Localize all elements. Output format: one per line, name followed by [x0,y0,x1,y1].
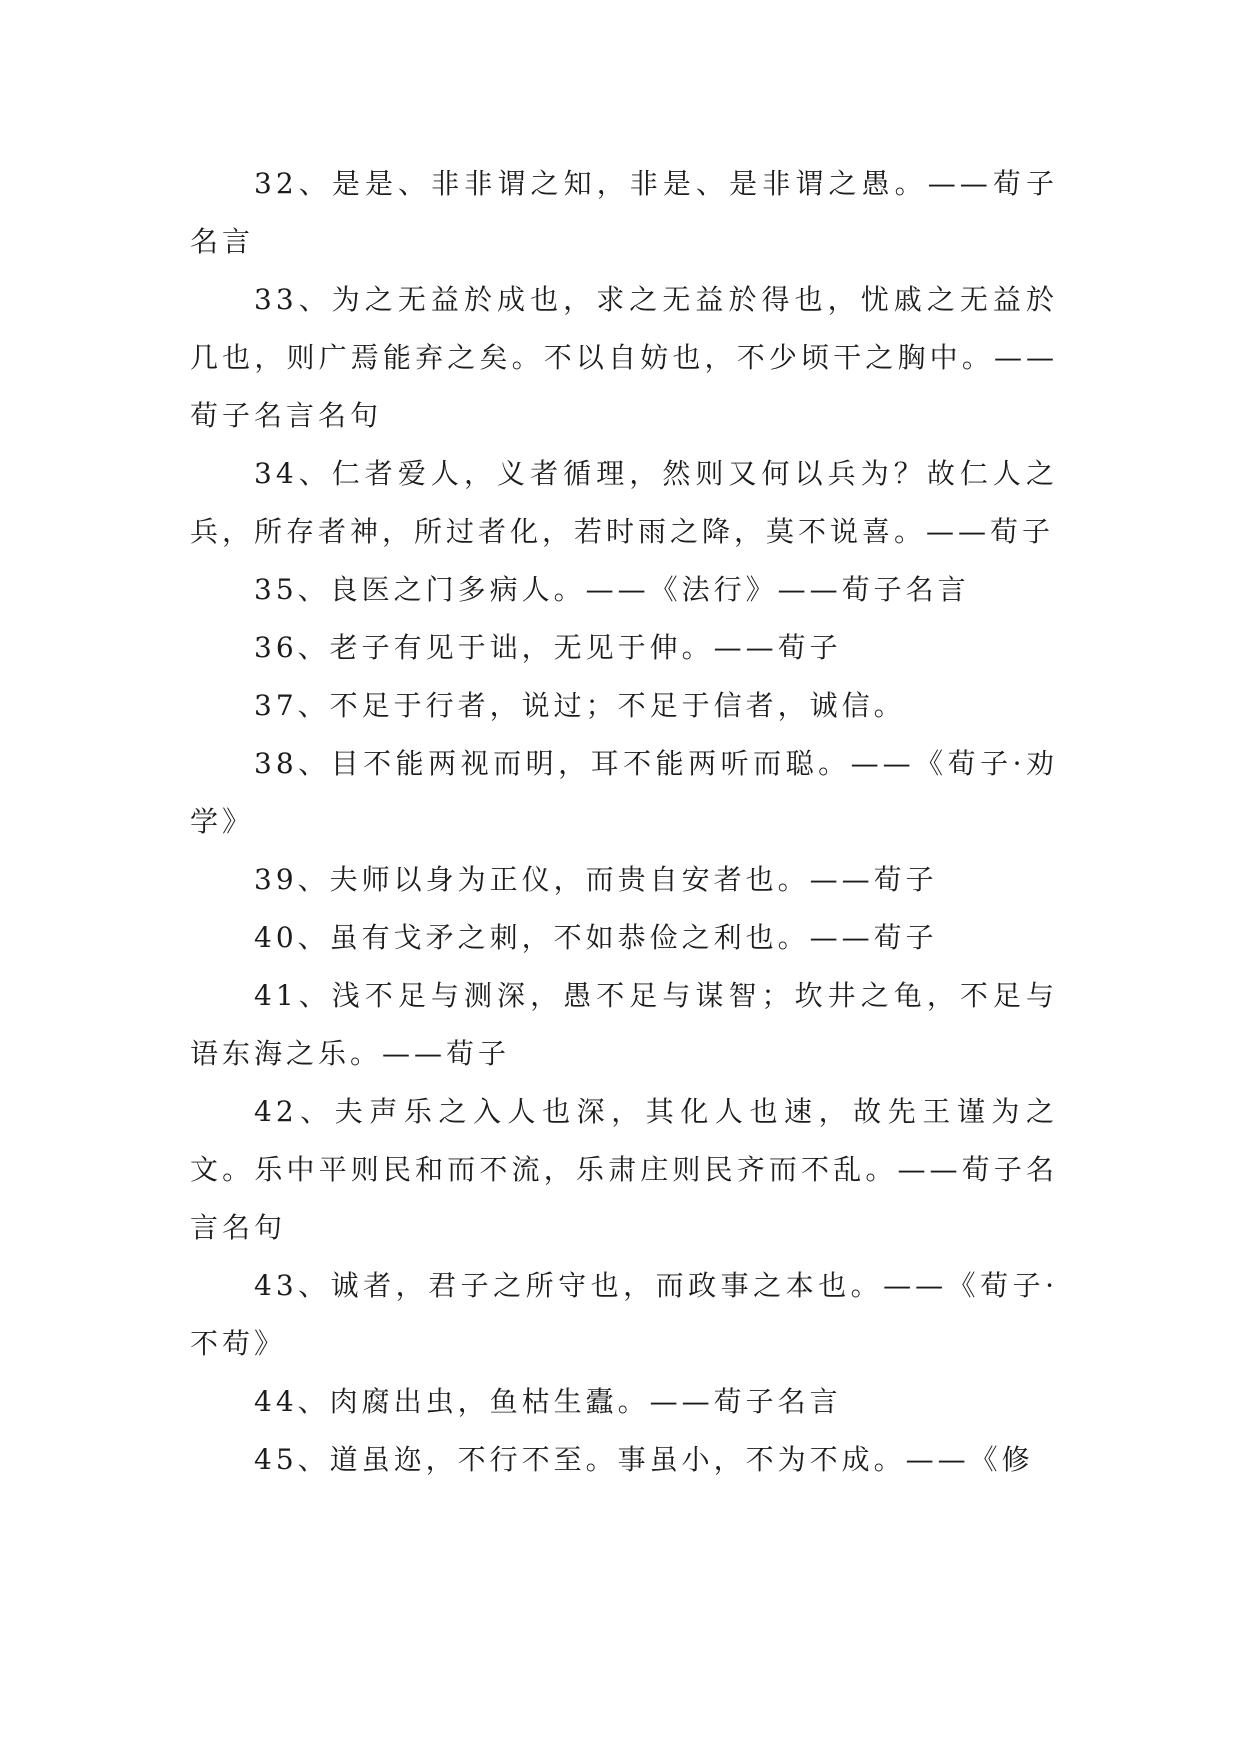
quote-paragraph-44: 44、肉腐出虫，鱼枯生蠹。——荀子名言 [254,1385,842,1418]
quote-paragraph-35: 35、良医之门多病人。——《法行》——荀子名言 [254,573,970,606]
quote-paragraph-40: 40、虽有戈矛之刺，不如恭俭之利也。——荀子 [254,921,938,954]
quote-paragraph-41: 41、浅不足与测深，愚不足与谋智；坎井之龟，不足与语东海之乐。——荀子 [190,979,1058,1070]
quote-paragraph-33: 33、为之无益於成也，求之无益於得也，忧戚之无益於几也，则广焉能弃之矣。不以自妨也，不少顷干之胸中。——荀子名言名句 [190,283,1058,432]
quote-paragraph-42: 42、夫声乐之入人也深，其化人也速，故先王谨为之文。乐中平则民和而不流，乐肃庄则民齐而不乱。——荀子名言名句 [190,1095,1058,1244]
quote-paragraph-43: 43、诚者，君子之所守也，而政事之本也。——《荀子·不苟》 [190,1269,1058,1360]
quote-paragraph-32: 32、是是、非非谓之知，非是、是非谓之愚。——荀子名言 [190,167,1058,258]
document-body [190,155,1058,1489]
quote-paragraph-38: 38、目不能两视而明，耳不能两听而聪。——《荀子·劝学》 [190,747,1058,838]
quote-paragraph-34: 34、仁者爱人，义者循理，然则又何以兵为？故仁人之兵，所存者神，所过者化，若时雨之降，莫不说喜。——荀子 [190,457,1058,548]
quote-paragraph-45: 45、道虽迩，不行不至。事虽小，不为不成。——《修 [254,1443,1034,1476]
quote-paragraph-36: 36、老子有见于诎，无见于伸。——荀子 [254,631,842,664]
quote-paragraph-39: 39、夫师以身为正仪，而贵自安者也。——荀子 [254,863,938,896]
quote-paragraph-37: 37、不足于行者，说过；不足于信者，诚信。 [254,689,906,722]
